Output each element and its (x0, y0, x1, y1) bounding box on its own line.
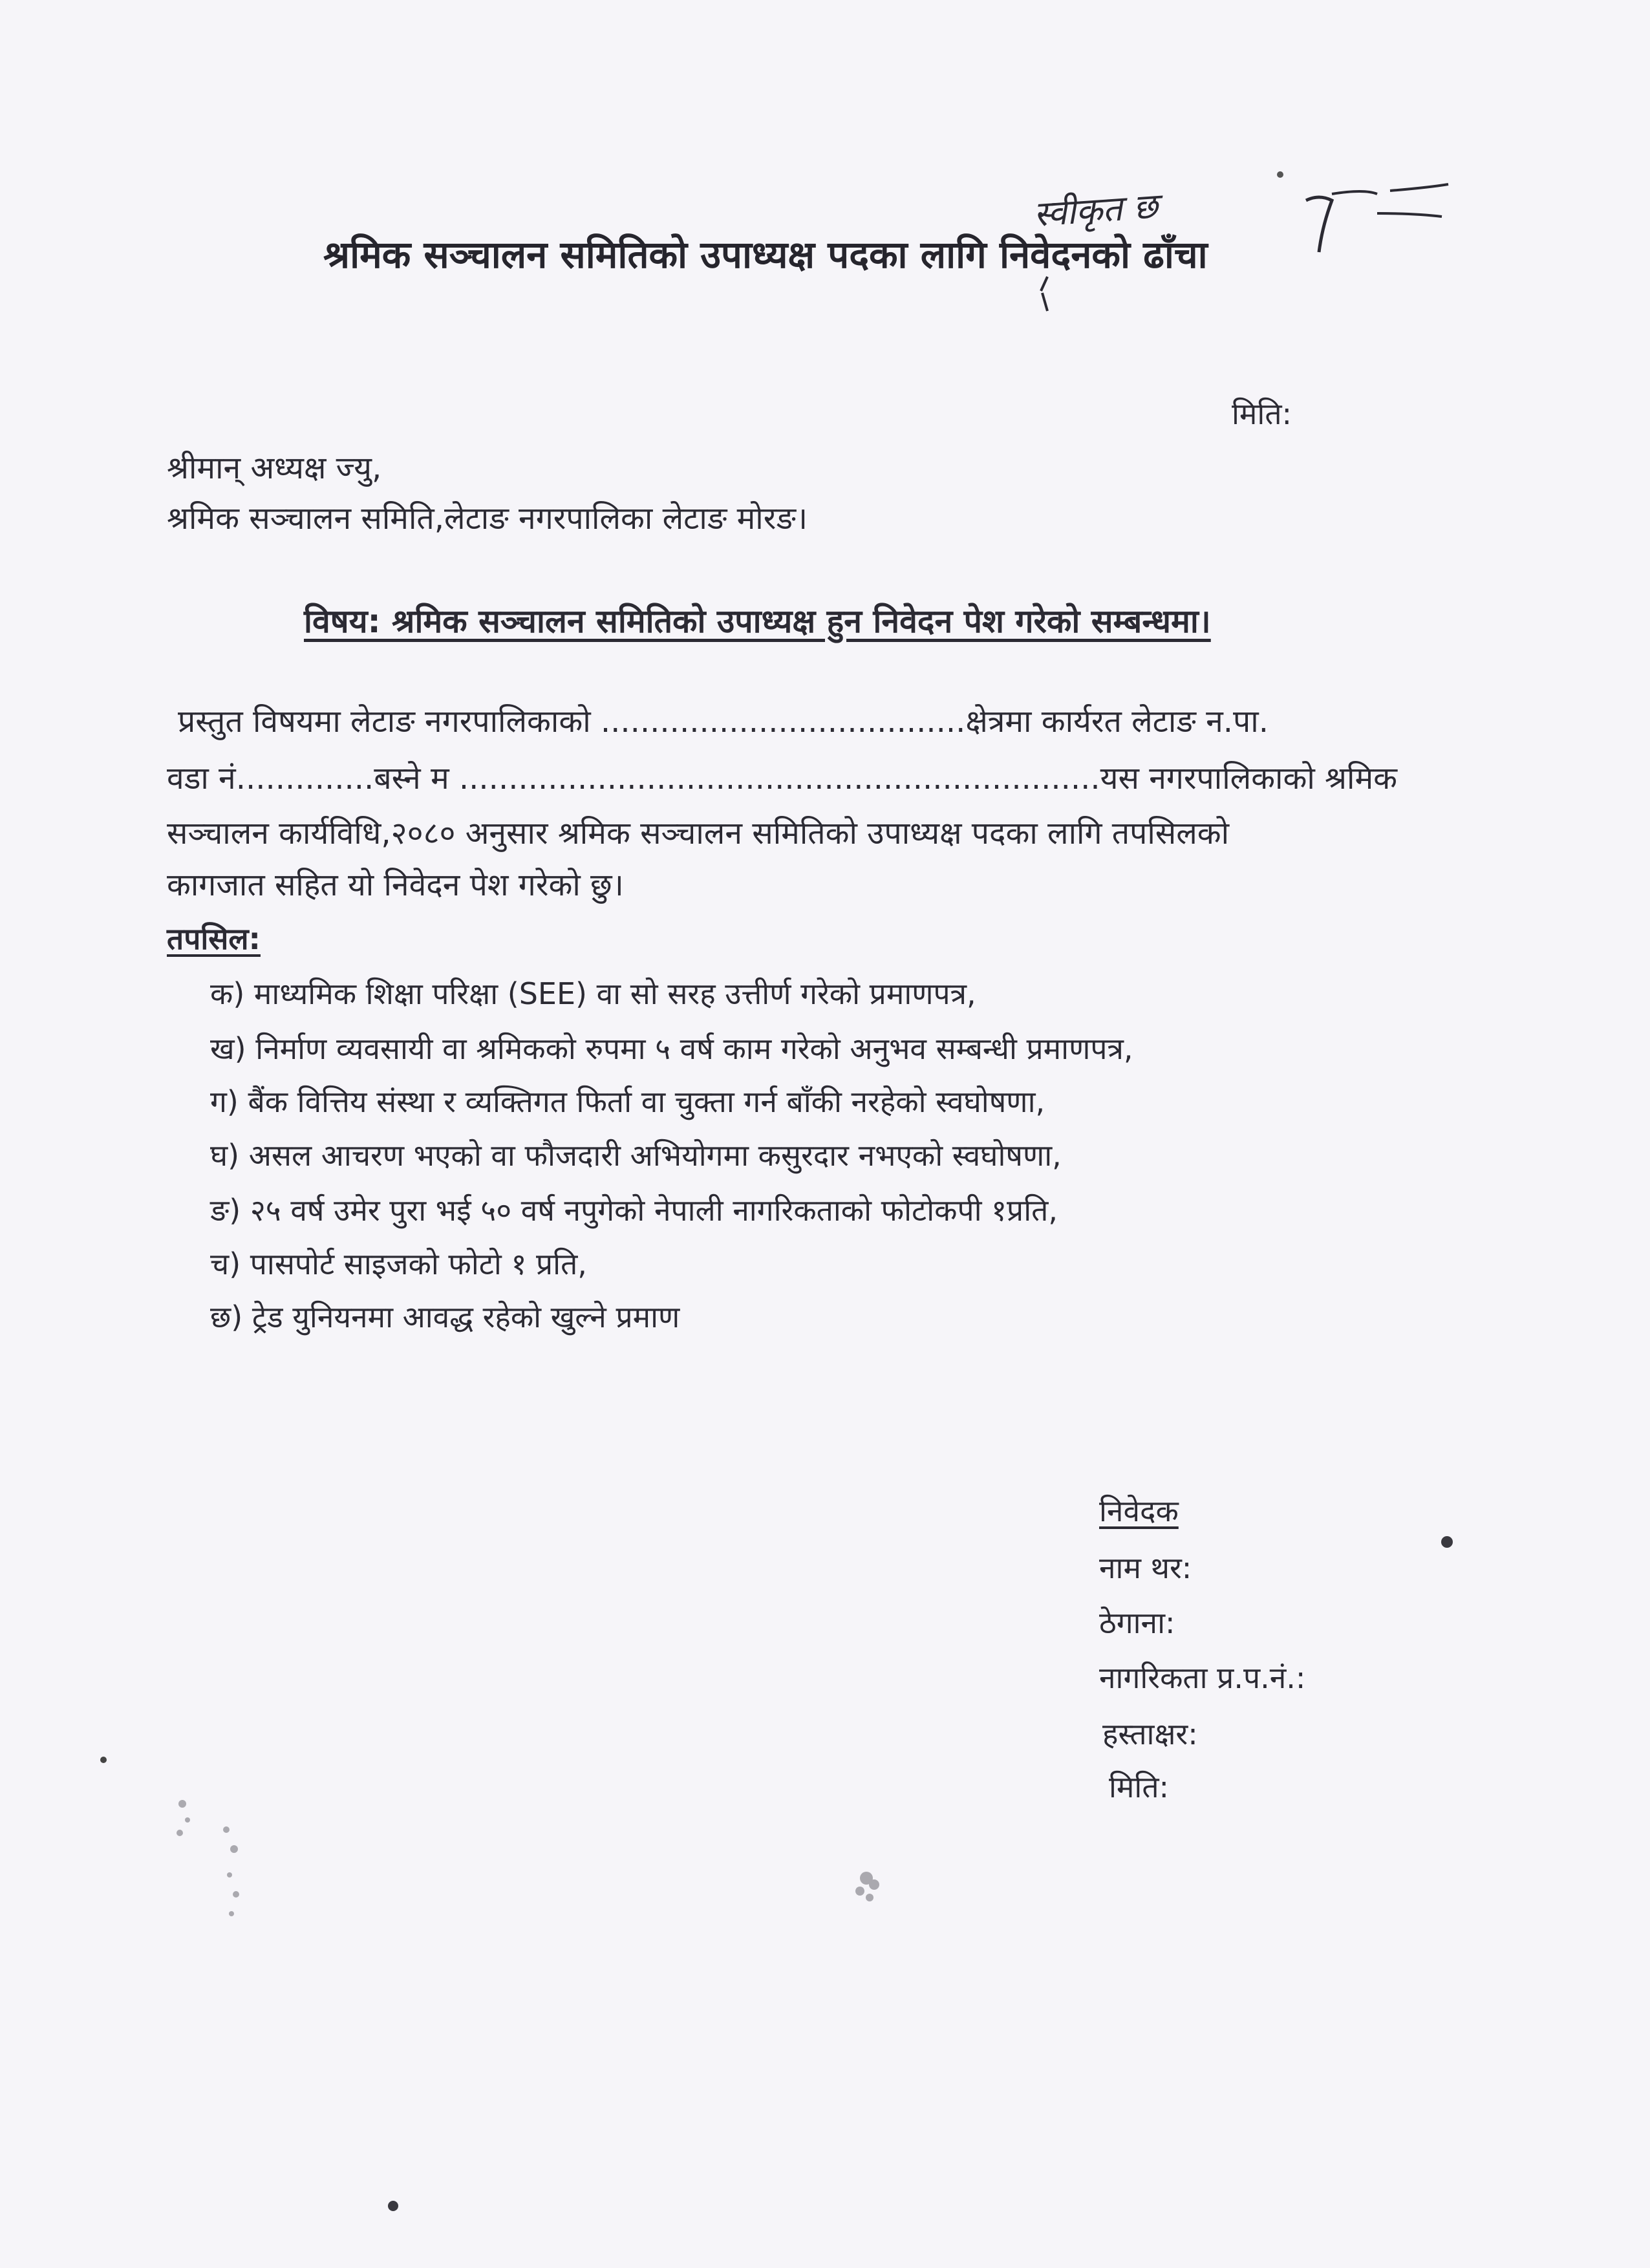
applicant-heading: निवेदक (1099, 1493, 1179, 1528)
handwritten-approval-annotation (1028, 175, 1481, 323)
form-title: श्रमिक सञ्चालन समितिको उपाध्यक्ष पदका लागि निवेदनको ढाँचा (323, 233, 1208, 277)
details-list-item: ख) निर्माण व्यवसायी वा श्रमिकको रुपमा ५ वर्ष काम गरेको अनुभव सम्बन्धी प्रमाणपत्र, (210, 1031, 1133, 1066)
body-line: कागजात सहित यो निवेदन पेश गरेको छु। (167, 867, 624, 903)
details-list-item: च) पासपोर्ट साइजको फोटो १ प्रति, (210, 1246, 587, 1281)
details-list-item: ङ) २५ वर्ष उमेर पुरा भई ५० वर्ष नपुगेको नेपाली नागरिकताको फोटोकपी १प्रति, (210, 1193, 1058, 1228)
body-line: वडा नं..............बस्ने म .................................................................यस नगरपालिकाको श्रमिक (167, 760, 1398, 797)
body-line: सञ्चालन कार्यविधि,२०८० अनुसार श्रमिक सञ्चालन समितिको उपाध्यक्ष पदका लागि तपसिलको (167, 815, 1230, 851)
addressee: श्रमिक सञ्चालन समिति,लेटाङ नगरपालिका लेटाङ मोरङ। (167, 500, 808, 537)
date-label: मिति: (1232, 396, 1292, 431)
details-list-item: घ) असल आचरण भएको वा फौजदारी अभियोगमा कसुरदार नभएको स्वघोषणा, (210, 1138, 1062, 1173)
citizenship-field-label: नागरिकता प्र.प.नं.: (1099, 1660, 1306, 1695)
signature-field-label: हस्ताक्षर: (1102, 1717, 1198, 1751)
name-field-label: नाम थर: (1099, 1550, 1192, 1585)
salutation: श्रीमान् अध्यक्ष ज्यु, (167, 450, 382, 486)
annotation-text: स्वीकृत छ (1032, 185, 1159, 235)
details-list-item: क) माध्यमिक शिक्षा परिक्षा (SEE) वा सो सरह उत्तीर्ण गरेको प्रमाणपत्र, (210, 976, 976, 1011)
address-field-label: ठेगाना: (1099, 1605, 1175, 1640)
body-line: प्रस्तुत विषयमा लेटाङ नगरपालिकाको .....................................क्षेत्रमा कार्यरत लेटाङ न.पा. (178, 703, 1269, 740)
details-heading: तपसिल: (167, 921, 261, 956)
details-list-item: ग) बैंक वित्तिय संस्था र व्यक्तिगत फिर्ता वा चुक्ता गर्न बाँकी नरहेको स्वघोषणा, (210, 1084, 1045, 1119)
date-field-label: मिति: (1109, 1770, 1170, 1804)
subject-line: विषय: श्रमिक सञ्चालन समितिको उपाध्यक्ष हुन निवेदन पेश गरेको सम्बन्धमा। (304, 603, 1211, 640)
details-list-item: छ) ट्रेड युनियनमा आवद्ध रहेको खुल्ने प्रमाण (210, 1300, 680, 1334)
